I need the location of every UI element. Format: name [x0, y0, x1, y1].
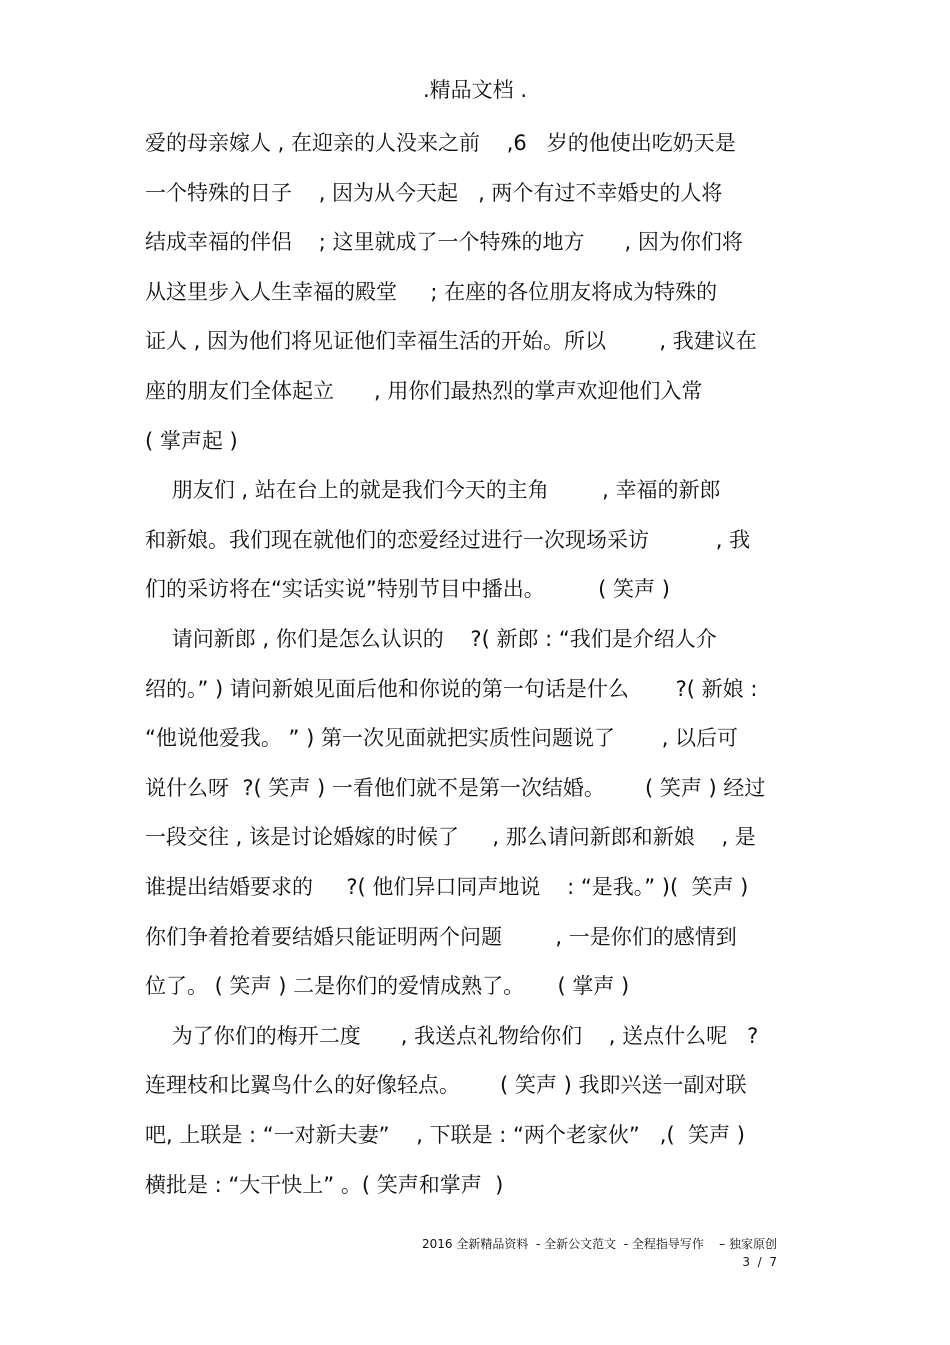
text-line: 座的朋友们全体起立 , 用你们最热烈的掌声欢迎他们入常	[145, 379, 703, 403]
text-line: “他说他爱我。 ” ) 第一次见面就把实质性问题说了 , 以后可	[145, 726, 739, 751]
text-line: 和新娘。我们现在就他们的恋爱经过进行一次现场采访 , 我	[145, 527, 751, 552]
text-line: 说什么呀 ?( 笑声 ) 一看他们就不是第一次结婚。 ( 笑声 ) 经过	[145, 775, 766, 800]
text-line: 请问新郎 , 你们是怎么认识的 ?( 新郎 : “我们是介绍人介	[145, 627, 717, 651]
text-line: 位了。 ( 笑声 ) 二是你们的爱情成熟了。 ( 掌声 )	[145, 974, 630, 999]
text-line: 横批是 : “大干快上” 。( 笑声和掌声 )	[145, 1172, 504, 1197]
text-line: 朋友们 , 站在台上的就是我们今天的主角 , 幸福的新郎	[145, 478, 721, 503]
footer-note: 2016 全新精品资料 - 全新公文范文 - 全程指导写作 – 独家原创	[422, 1237, 777, 1251]
text-line: 你们争着抢着要结婚只能证明两个问题 , 一是你们的感情到	[145, 924, 737, 949]
text-line: 为了你们的梅开二度 , 我送点礼物给你们 , 送点什么呢 ?	[145, 1023, 759, 1048]
page-header: .精品文档 .	[422, 78, 528, 102]
text-line: 绍的。” ) 请问新娘见面后他和你说的第一句话是什么 ?( 新娘 :	[145, 676, 758, 701]
text-line: 从这里步入人生幸福的殿堂 ; 在座的各位朋友将成为特殊的	[145, 279, 718, 304]
text-line: 爱的母亲嫁人 , 在迎亲的人没来之前 ,6 岁的他使出吃奶天是	[145, 131, 736, 155]
text-line: 一个特殊的日子 , 因为从今天起 , 两个有过不幸婚史的人将	[145, 180, 723, 205]
text-line: 谁提出结婚要求的 ?( 他们异口同声地说 : “是我。” )( 笑声 )	[145, 875, 749, 899]
text-line: 一段交往 , 该是讨论婚嫁的时候了 , 那么请问新郎和新娘 , 是	[145, 825, 756, 850]
text-line: 结成幸福的伴侣 ; 这里就成了一个特殊的地方 , 因为你们将	[145, 230, 743, 255]
page-number: 3 / 7	[742, 1255, 777, 1269]
text-line: 们的采访将在“实话实说”特别节目中播出。 ( 笑声 )	[145, 577, 670, 602]
text-line: ( 掌声起 )	[145, 428, 238, 453]
text-line: 连理枝和比翼鸟什么的好像轻点。 ( 笑声 ) 我即兴送一副对联	[145, 1073, 747, 1098]
text-line: 吧, 上联是 : “一对新夫妻” , 下联是 : “两个老家伙” ,( 笑声 )	[145, 1123, 745, 1147]
text-line: 证人 , 因为他们将见证他们幸福生活的开始。所以 , 我建议在	[145, 329, 757, 354]
